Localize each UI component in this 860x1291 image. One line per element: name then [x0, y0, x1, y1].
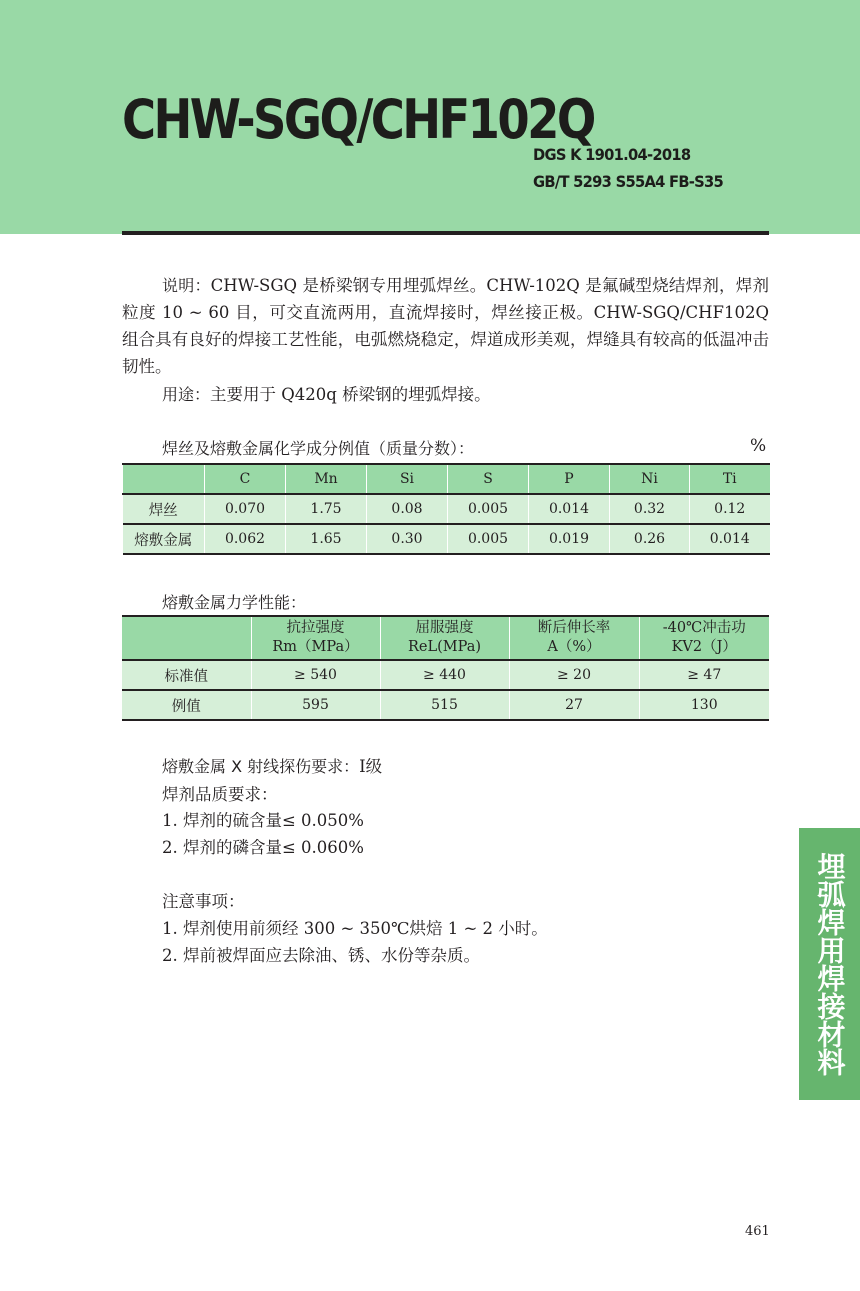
mechanical-properties-table	[122, 615, 769, 721]
table-row	[123, 494, 770, 524]
chem-cell: 0.014	[690, 524, 770, 554]
header-banner	[0, 0, 860, 234]
table-row	[122, 660, 769, 690]
chem-header-row	[123, 464, 770, 494]
xray-value: Ⅰ级	[359, 757, 383, 776]
chem-composition-table	[122, 463, 770, 555]
chem-cell: 0.062	[205, 524, 286, 554]
mech-header-line1: 抗拉强度	[286, 620, 345, 636]
mech-header-cell	[509, 616, 639, 660]
quality-item: 2. 焊剂的磷含量≤ 0.060%	[162, 838, 364, 857]
mech-header-cell	[639, 616, 769, 660]
mech-row-label: 标准值	[122, 660, 251, 690]
chem-header-cell: Si	[367, 464, 448, 494]
usage-text: 主要用于 Q420q 桥梁钢的埋弧焊接。	[210, 385, 491, 404]
mech-header-corner	[122, 616, 251, 660]
chem-header-corner	[123, 464, 205, 494]
chem-cell: 0.014	[529, 494, 610, 524]
mech-cell: ≥ 440	[380, 660, 509, 690]
notes-item: 2. 焊前被焊面应去除油、锈、水份等杂质。	[162, 946, 480, 965]
chem-cell: 0.30	[367, 524, 448, 554]
quality-title: 焊剂品质要求：	[162, 785, 278, 804]
mech-header-line1: -40℃冲击功	[662, 620, 746, 636]
chem-cell: 0.005	[448, 494, 529, 524]
chem-cell: 0.12	[690, 494, 770, 524]
mech-header-line2: A（%）	[547, 639, 601, 655]
table-row	[122, 690, 769, 720]
chem-unit: %	[750, 436, 767, 456]
mech-header-row	[122, 616, 769, 660]
chapter-side-tab	[799, 828, 860, 1100]
standard-code-2: GB/T 5293 S55A4 FB-S35	[533, 172, 724, 191]
chem-cell: 0.070	[205, 494, 286, 524]
mech-cell: ≥ 540	[251, 660, 380, 690]
product-title: CHW-SGQ/CHF102Q	[122, 88, 594, 151]
notes-title: 注意事项：	[162, 892, 245, 911]
chem-header-cell: Ni	[610, 464, 690, 494]
xray-label: 熔敷金属 X 射线探伤要求：	[162, 757, 360, 776]
mech-header-line2: ReL(MPa)	[407, 639, 482, 655]
mech-cell: ≥ 47	[639, 660, 769, 690]
usage-line	[162, 381, 491, 405]
page-number: 461	[745, 1224, 770, 1239]
chem-header-cell: Mn	[286, 464, 367, 494]
chem-header-cell: P	[529, 464, 610, 494]
mech-cell: 595	[251, 690, 380, 720]
xray-requirement	[162, 753, 382, 777]
chem-cell: 1.75	[286, 494, 367, 524]
chem-cell: 0.08	[367, 494, 448, 524]
quality-item: 1. 焊剂的硫含量≤ 0.050%	[162, 811, 364, 830]
mech-table-title: 熔敷金属力学性能：	[162, 593, 307, 612]
mech-cell: 515	[380, 690, 509, 720]
header-divider	[122, 231, 769, 235]
mech-header-cell	[251, 616, 380, 660]
chem-cell: 1.65	[286, 524, 367, 554]
mech-header-line1: 屈服强度	[415, 620, 474, 636]
mech-header-line1: 断后伸长率	[537, 620, 611, 636]
intro-text: CHW-SGQ 是桥梁钢专用埋弧焊丝。CHW-102Q 是氟碱型烧结焊剂，焊剂粒度 10 ~ 60 目，可交直流两用，直流焊接时，焊丝接正极。CHW-SGQ/CHF102Q 组合具有良好的焊接工艺性能，电弧燃烧稳定，焊道成形美观，焊缝具有较高的低温冲击韧性。	[122, 276, 769, 376]
mech-cell: ≥ 20	[509, 660, 639, 690]
mech-header-cell	[380, 616, 509, 660]
chem-header-cell: Ti	[690, 464, 770, 494]
chem-cell: 0.32	[610, 494, 690, 524]
standard-code-1: DGS K 1901.04-2018	[533, 145, 691, 164]
chapter-side-tab-label: 埋弧焊用焊接材料	[813, 852, 847, 1076]
chem-table-title: 焊丝及熔敷金属化学成分例值（质量分数）：	[162, 439, 475, 458]
mech-row-label: 例值	[122, 690, 251, 720]
chem-row-label: 熔敷金属	[123, 524, 205, 554]
mech-header-line2: KV2（J）	[671, 639, 737, 655]
mech-cell: 27	[509, 690, 639, 720]
table-row	[123, 524, 770, 554]
chem-cell: 0.019	[529, 524, 610, 554]
chem-cell: 0.26	[610, 524, 690, 554]
chem-row-label: 焊丝	[123, 494, 205, 524]
usage-label: 用途：	[162, 385, 211, 404]
chem-header-cell: C	[205, 464, 286, 494]
intro-paragraph	[122, 272, 769, 380]
mech-cell: 130	[639, 690, 769, 720]
chem-cell: 0.005	[448, 524, 529, 554]
intro-label: 说明：	[162, 276, 211, 295]
chem-header-cell: S	[448, 464, 529, 494]
notes-item: 1. 焊剂使用前须经 300 ~ 350℃烘焙 1 ~ 2 小时。	[162, 919, 548, 938]
mech-header-line2: Rm（MPa）	[272, 639, 359, 655]
